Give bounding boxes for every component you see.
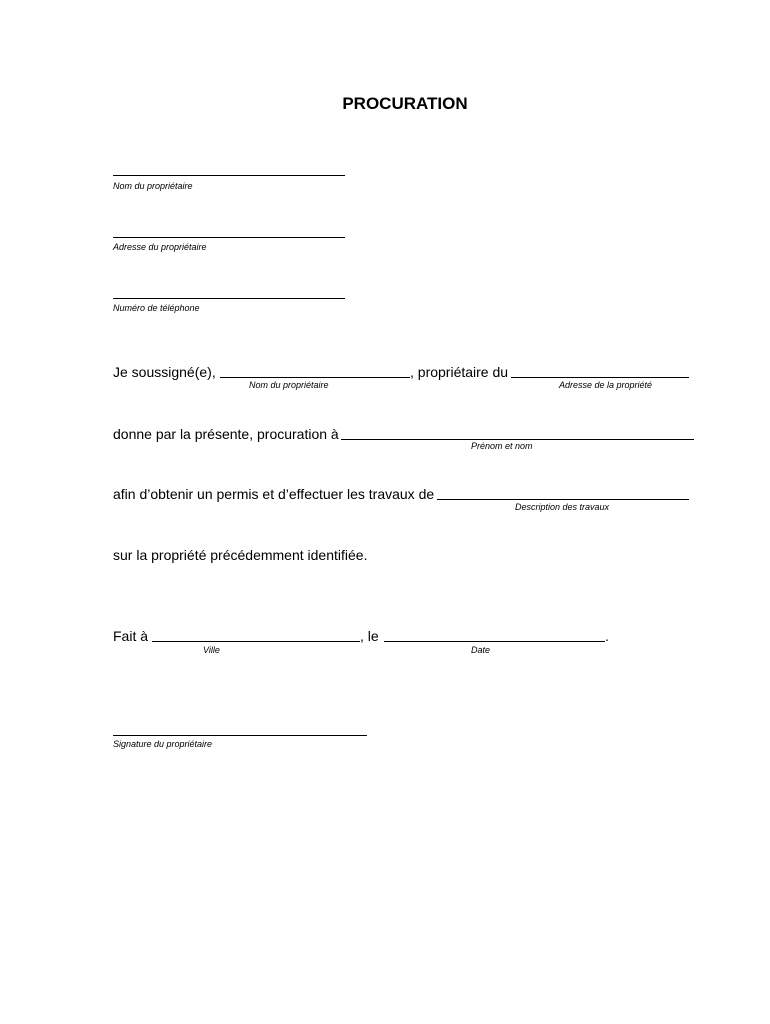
signer-name-label: Nom du propriétaire xyxy=(249,380,329,390)
proxy-name-line[interactable] xyxy=(341,439,694,440)
para3-text: afin d’obtenir un permis et d’effectuer les travaux de xyxy=(113,486,435,502)
city-line[interactable] xyxy=(152,641,360,642)
para2-text: donne par la présente, procuration à xyxy=(113,426,339,442)
proxy-name-label: Prénom et nom xyxy=(471,441,533,451)
property-address-line[interactable] xyxy=(511,377,689,378)
para5-end: . xyxy=(605,628,609,644)
date-line[interactable] xyxy=(384,641,605,642)
city-label: Ville xyxy=(203,645,220,655)
document-title: PROCURATION xyxy=(342,94,468,113)
works-description-label: Description des travaux xyxy=(515,502,610,512)
phone-label: Numéro de téléphone xyxy=(113,303,200,313)
owner-address-line[interactable] xyxy=(113,237,345,238)
works-description-line[interactable] xyxy=(437,499,689,500)
owner-name-line[interactable] xyxy=(113,175,345,176)
date-label: Date xyxy=(471,645,491,655)
property-address-label: Adresse de la propriété xyxy=(559,380,653,390)
phone-line[interactable] xyxy=(113,298,345,299)
para1-start: Je soussigné(e), xyxy=(113,364,216,380)
owner-address-label: Adresse du propriétaire xyxy=(113,242,207,252)
para1-middle: , propriétaire du xyxy=(410,364,509,380)
para4-text: sur la propriété précédemment identifiée. xyxy=(113,547,368,563)
para5-start: Fait à xyxy=(113,628,149,644)
owner-name-label: Nom du propriétaire xyxy=(113,181,193,191)
para5-middle: , le xyxy=(360,628,379,644)
signature-line[interactable] xyxy=(113,735,367,736)
signature-label: Signature du propriétaire xyxy=(113,739,213,749)
signer-name-line[interactable] xyxy=(220,377,410,378)
